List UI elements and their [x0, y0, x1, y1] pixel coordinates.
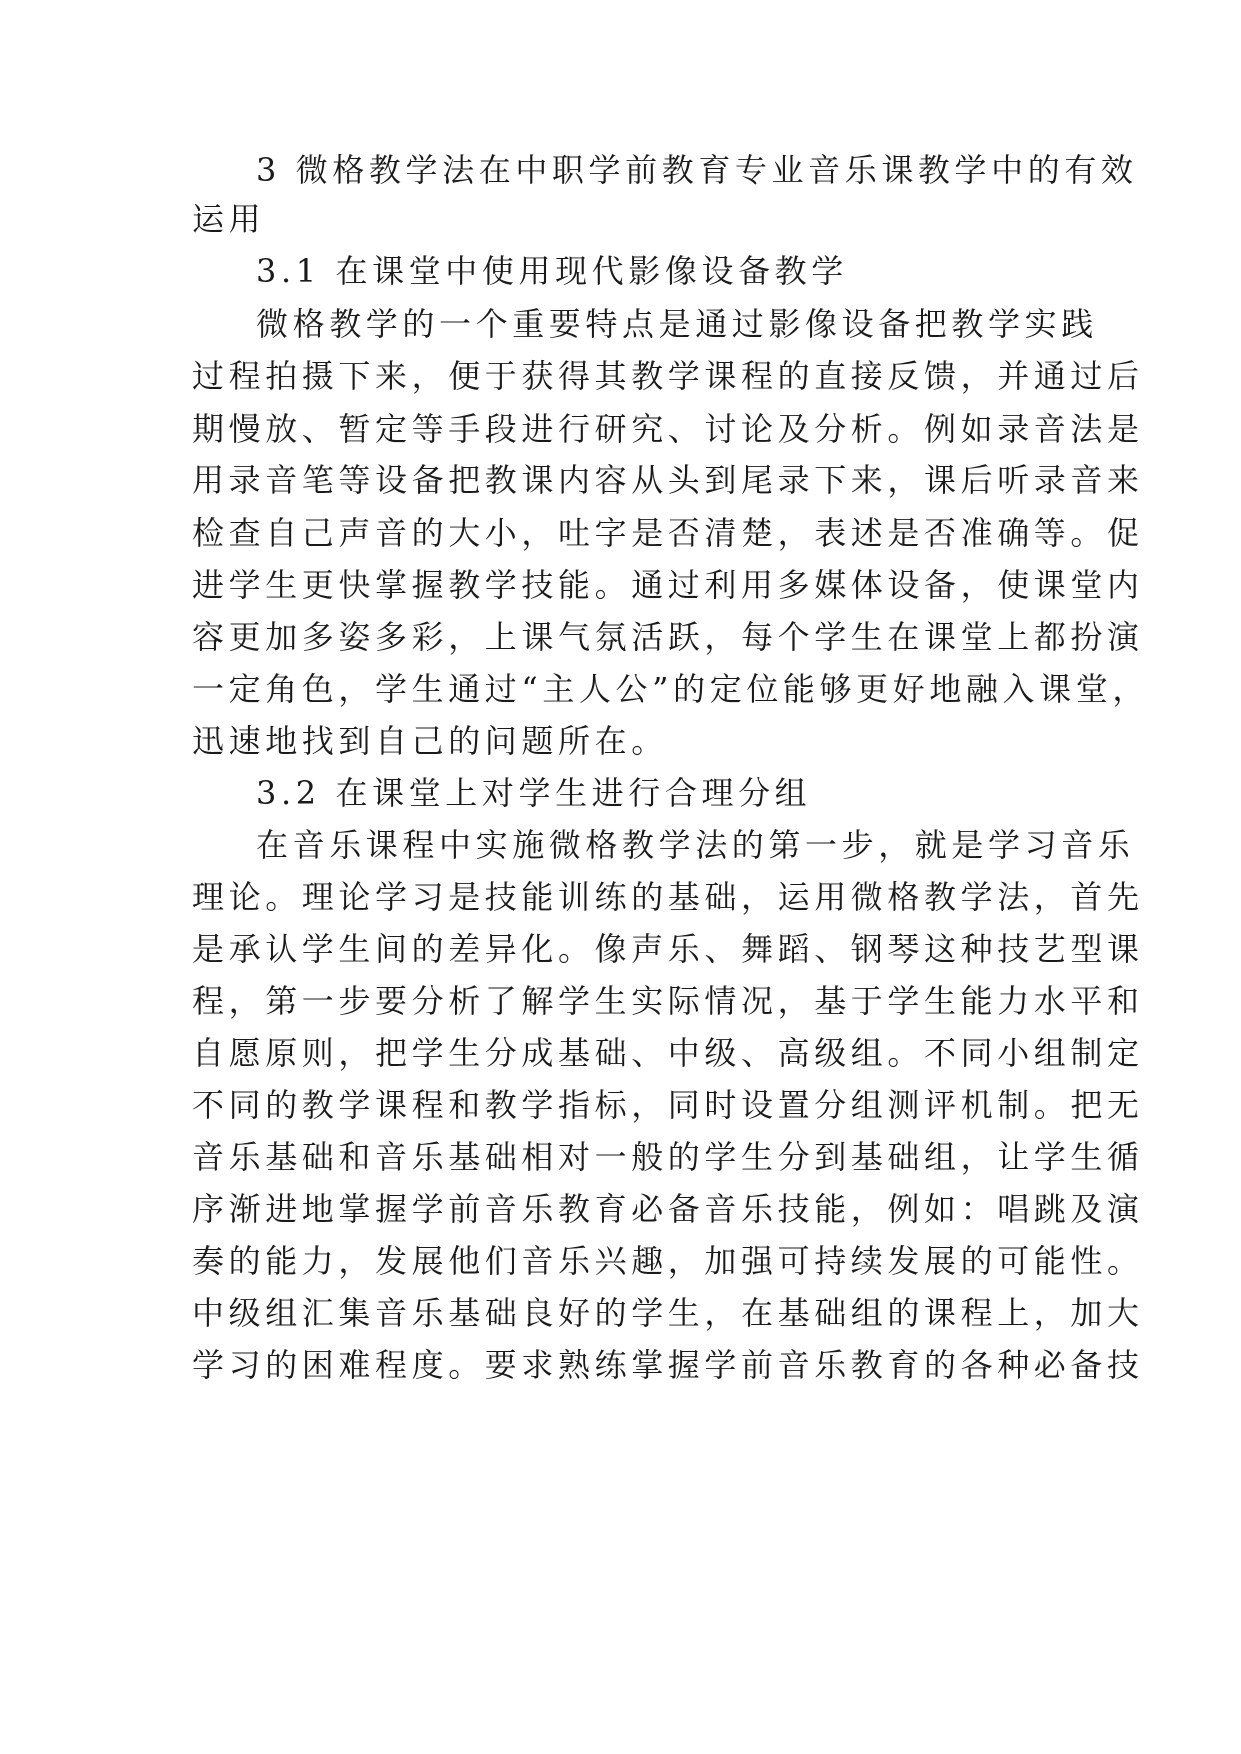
paragraph-line: 容更加多姿多彩，上课气氛活跃，每个学生在课堂上都扮演	[192, 618, 1144, 656]
paragraph-line: 期慢放、暂定等手段进行研究、讨论及分析。例如录音法是	[192, 410, 1144, 448]
section-3-1-heading: 3.1 在课堂中使用现代影像设备教学	[256, 252, 848, 290]
paragraph-line: 在音乐课程中实施微格教学法的第一步，就是学习音乐	[256, 826, 1135, 864]
section-3-2-heading: 3.2 在课堂上对学生进行合理分组	[256, 774, 812, 812]
paragraph-line: 学习的困难程度。要求熟练掌握学前音乐教育的各种必备技	[192, 1346, 1144, 1384]
paragraph-line: 一定角色，学生通过“主人公”的定位能够更好地融入课堂，	[192, 670, 1149, 708]
paragraph-line: 程，第一步要分析了解学生实际情况，基于学生能力水平和	[192, 982, 1144, 1020]
paragraph-line: 是承认学生间的差异化。像声乐、舞蹈、钢琴这种技艺型课	[192, 930, 1144, 968]
paragraph-line: 用录音笔等设备把教课内容从头到尾录下来，课后听录音来	[192, 461, 1144, 499]
paragraph-line: 微格教学的一个重要特点是通过影像设备把教学实践	[256, 305, 1098, 343]
paragraph-line: 奏的能力，发展他们音乐兴趣，加强可持续发展的可能性。	[192, 1242, 1144, 1280]
paragraph-line: 音乐基础和音乐基础相对一般的学生分到基础组，让学生循	[192, 1138, 1144, 1176]
paragraph-line: 检查自己声音的大小，吐字是否清楚，表述是否准确等。促	[192, 514, 1144, 552]
paragraph-line: 序渐进地掌握学前音乐教育必备音乐技能，例如：唱跳及演	[192, 1190, 1144, 1228]
paragraph-line: 自愿原则，把学生分成基础、中级、高级组。不同小组制定	[192, 1034, 1144, 1072]
section-3-heading-line-2: 运用	[192, 200, 266, 238]
paragraph-line: 过程拍摄下来，便于获得其教学课程的直接反馈，并通过后	[192, 357, 1144, 395]
section-3-heading-line-1: 3 微格教学法在中职学前教育专业音乐课教学中的有效	[256, 151, 1138, 189]
paragraph-line: 中级组汇集音乐基础良好的学生，在基础组的课程上，加大	[192, 1294, 1144, 1332]
paragraph-line: 理论。理论学习是技能训练的基础，运用微格教学法，首先	[192, 878, 1144, 916]
paragraph-line: 不同的教学课程和教学指标，同时设置分组测评机制。把无	[192, 1086, 1144, 1124]
paragraph-line: 进学生更快掌握教学技能。通过利用多媒体设备，使课堂内	[192, 566, 1144, 604]
paragraph-line: 迅速地找到自己的问题所在。	[192, 722, 668, 760]
